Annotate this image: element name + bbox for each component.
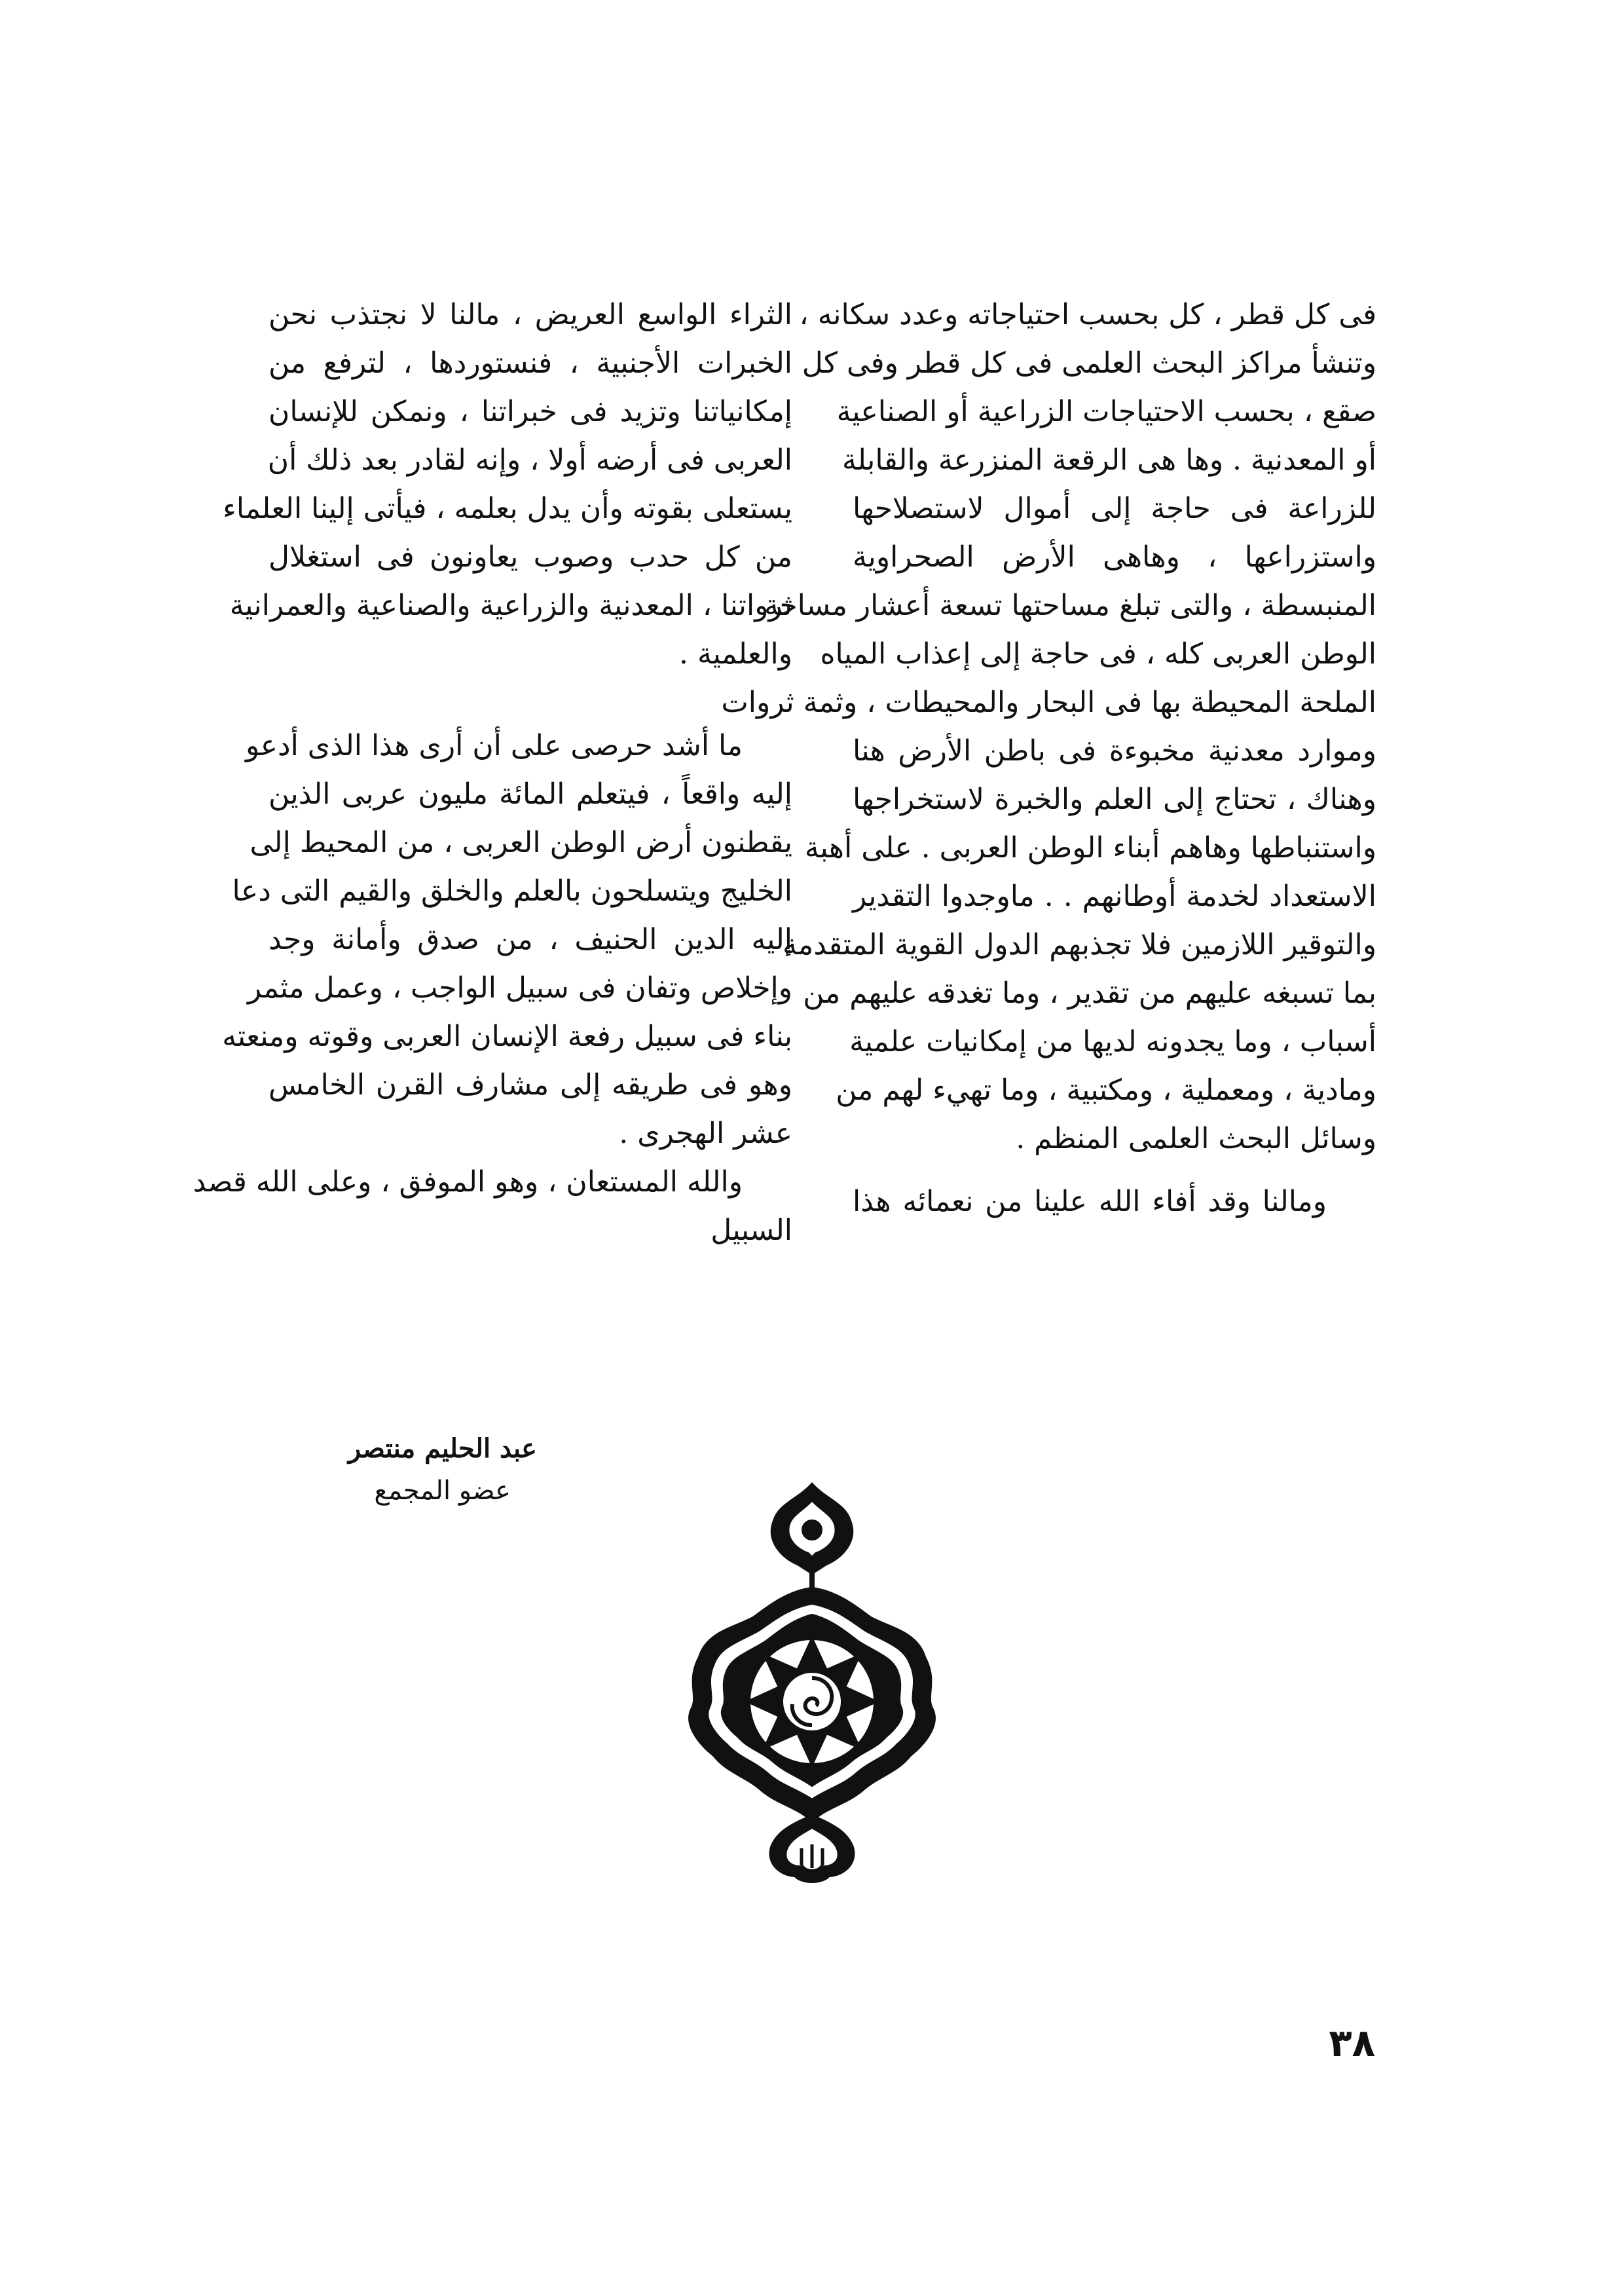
text-line: وتنشأ مراكز البحث العلمى فى كل قطر وفى كل [802, 346, 1376, 380]
text-line: الخليج ويتسلحون بالعلم والخلق والقيم التى دعا [232, 874, 792, 908]
text-line: المنبسطة ، والتى تبلغ مساحتها تسعة أعشار مساحة [764, 589, 1376, 622]
text-line: بناء فى سبيل رفعة الإنسان العربى وقوته ومنعته [222, 1020, 792, 1053]
text-line: ومادية ، ومعملية ، ومكتبية ، وما تهيء لهم من [836, 1073, 1376, 1107]
text-line: إليه الدين الحنيف ، من صدق وأمانة وجد [268, 923, 792, 956]
page-number: ٣٨ [1329, 2021, 1375, 2065]
text-line: الوطن العربى كله ، فى حاجة إلى إعذاب المياه [820, 637, 1376, 671]
text-line: السبيل [710, 1214, 792, 1247]
text-line: واستنباطها وهاهم أبناء الوطن العربى . على أهبة [804, 831, 1376, 865]
text-line: الاستعداد لخدمة أوطانهم . . ماوجدوا التقدير [853, 880, 1376, 913]
text-line: عشر الهجرى . [619, 1117, 792, 1150]
text-line: صقع ، بحسب الاحتياجات الزراعية أو الصناعية [836, 395, 1376, 428]
text-line: وهناك ، تحتاج إلى العلم والخبرة لاستخراجها [853, 783, 1376, 816]
text-line: الخبرات الأجنبية ، فنستوردها ، لترفع من [268, 346, 792, 380]
signature-block [341, 1428, 537, 1512]
text-line: والعلمية . [679, 637, 792, 671]
text-line: وموارد معدنية مخبوءة فى باطن الأرض هنا [853, 734, 1376, 768]
text-line: يستعلى بقوته وأن يدل بعلمه ، فيأتى إلينا العلماء [223, 492, 792, 525]
text-line: من كل حدب وصوب يعاونون فى استغلال [268, 540, 792, 574]
text-line: بما تسبغه عليهم من تقدير ، وما تغدقه عليهم من [803, 977, 1376, 1010]
text-line: والله المستعان ، وهو الموفق ، وعلى الله قصد [193, 1165, 743, 1199]
text-line: فى كل قطر ، كل بحسب احتياجاته وعدد سكانه ، [799, 298, 1376, 331]
text-line: إليه واقعاً ، فيتعلم المائة مليون عربى الذين [268, 777, 792, 811]
text-line: والتوقير اللازمين فلا تجذبهم الدول القوية المتقدمة [783, 928, 1376, 961]
text-line: أسباب ، وما يجدونه لديها من إمكانيات علمية [849, 1025, 1376, 1058]
author-name: عبد الحليم منتصر [348, 1433, 537, 1464]
text-line: العربى فى أرضه أولا ، وإنه لقادر بعد ذلك أن [267, 443, 792, 477]
islamic-medallion-ornament-icon [681, 1480, 943, 1886]
text-line: الملحة المحيطة بها فى البحار والمحيطات ، وثمة ثروات [721, 686, 1376, 719]
text-line: الثراء الواسع العريض ، مالنا لا نجتذب نحن [268, 298, 792, 331]
text-line: وهو فى طريقه إلى مشارف القرن الخامس [268, 1068, 792, 1102]
text-line: أو المعدنية . وها هى الرقعة المنزرعة والقابلة [841, 443, 1376, 477]
author-role: عضو المجمع [374, 1476, 511, 1506]
text-line: ثرواتنا ، المعدنية والزراعية والصناعية والعمرانية [229, 589, 792, 622]
text-line: وسائل البحث العلمى المنظم . [1016, 1122, 1376, 1155]
text-line: للزراعة فى حاجة إلى أموال لاستصلاحها [853, 492, 1376, 525]
paragraph-opening-line: ومالنا وقد أفاء الله علينا من نعمائه هذا [853, 1185, 1327, 1218]
text-line: ما أشد حرصى على أن أرى هذا الذى أدعو [246, 729, 743, 762]
left-column [193, 291, 792, 1255]
text-line: إمكانياتنا وتزيد فى خبراتنا ، ونمكن للإنسان [268, 395, 792, 428]
text-line: يقطنون أرض الوطن العربى ، من المحيط إلى [249, 826, 792, 859]
text-line: واستزراعها ، وهاهى الأرض الصحراوية [853, 540, 1376, 574]
text-line: وإخلاص وتفان فى سبيل الواجب ، وعمل مثمر [248, 971, 792, 1005]
